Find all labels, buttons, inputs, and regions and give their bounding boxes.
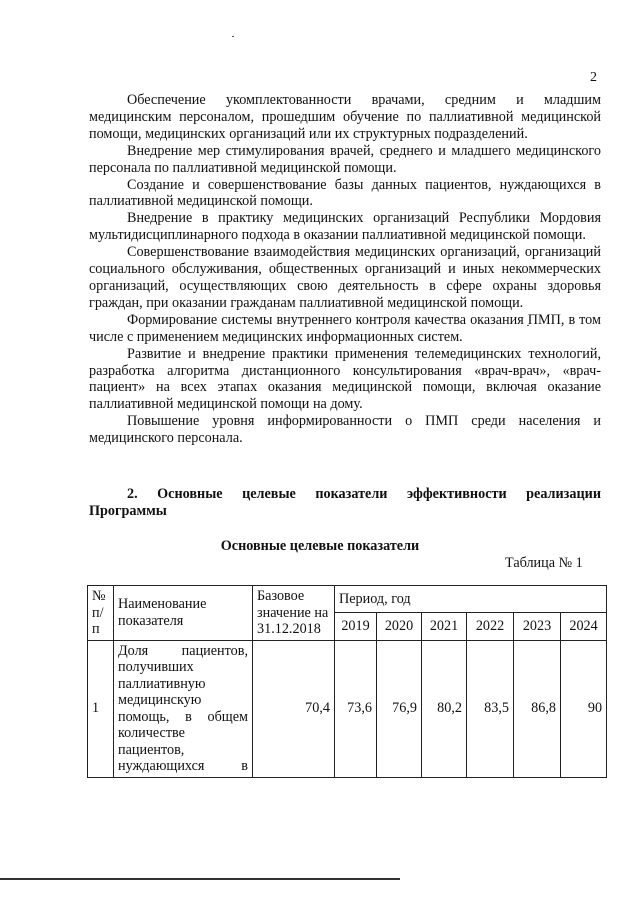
row-value: 90 [561, 640, 607, 777]
header-base: Базовое значение на 31.12.2018 [253, 586, 335, 641]
row-num: 1 [88, 640, 114, 777]
bottom-rule [0, 878, 400, 880]
row-name: Доля пациентов, получивших паллиативную медицинскую помощь, в общем количестве пациентов, нуждающихся в [114, 640, 253, 777]
indicators-table [87, 585, 607, 778]
header-name: Наименование показателя [114, 586, 253, 641]
row-value: 83,5 [467, 640, 514, 777]
table-caption: Основные целевые показатели [220, 538, 420, 554]
table-row [88, 640, 607, 777]
header-year: 2024 [561, 613, 607, 640]
scan-speck [232, 36, 234, 37]
row-value: 73,6 [335, 640, 377, 777]
paragraph: Совершенствование взаимодействия медицинских организаций, организаций социального обслуживания, общественных организаций и иных некоммерческих организаций, осуществляющих свою деятельность в сфере охраны здоровья граждан, при оказании гражданам паллиативной медицинской помощи. [89, 244, 601, 311]
paragraph: Внедрение мер стимулирования врачей, среднего и младшего медицинского персонала по паллиативной медицинской помощи. [89, 142, 601, 176]
header-year: 2020 [377, 613, 422, 640]
header-period: Период, год [335, 586, 607, 613]
paragraph: Развитие и внедрение практики применения телемедицинских технологий, разработка алгоритма дистанционного консультирования «врач-врач», «врач-пациент» на всех этапах оказания медицинской помощи, включая оказание паллиативной медицинской помощи на дому. [89, 345, 601, 413]
body-text [89, 92, 601, 447]
paragraph: Создание и совершенствование базы данных пациентов, нуждающихся в паллиативной медицинской помощи. [89, 176, 601, 210]
paragraph: Обеспечение укомплектованности врачами, средним и младшим медицинским персоналом, прошедшим обучение по паллиативной медицинской помощи, медицинских организаций или их структурных подразделений. [89, 92, 601, 142]
paragraph: Повышение уровня информированности о ПМП среди населения и медицинского персонала. [89, 413, 601, 447]
header-year: 2021 [422, 613, 467, 640]
page-number: 2 [590, 70, 597, 85]
row-base: 70,4 [253, 640, 335, 777]
table-label: Таблица № 1 [505, 555, 583, 571]
row-value: 86,8 [514, 640, 561, 777]
table-header-row [88, 586, 607, 613]
header-num: № п/п [88, 586, 114, 641]
section-heading: 2. Основные целевые показатели эффективности реализации Программы [89, 486, 601, 519]
header-year: 2022 [467, 613, 514, 640]
paragraph: Формирование системы внутреннего контроля качества оказания ПМП, в том числе с применением медицинских информационных систем. [89, 311, 601, 345]
row-value: 76,9 [377, 640, 422, 777]
header-year: 2019 [335, 613, 377, 640]
header-year: 2023 [514, 613, 561, 640]
paragraph: Внедрение в практику медицинских организаций Республики Мордовия мультидисциплинарного подхода в оказании паллиативной медицинской помощи. [89, 210, 601, 244]
row-value: 80,2 [422, 640, 467, 777]
